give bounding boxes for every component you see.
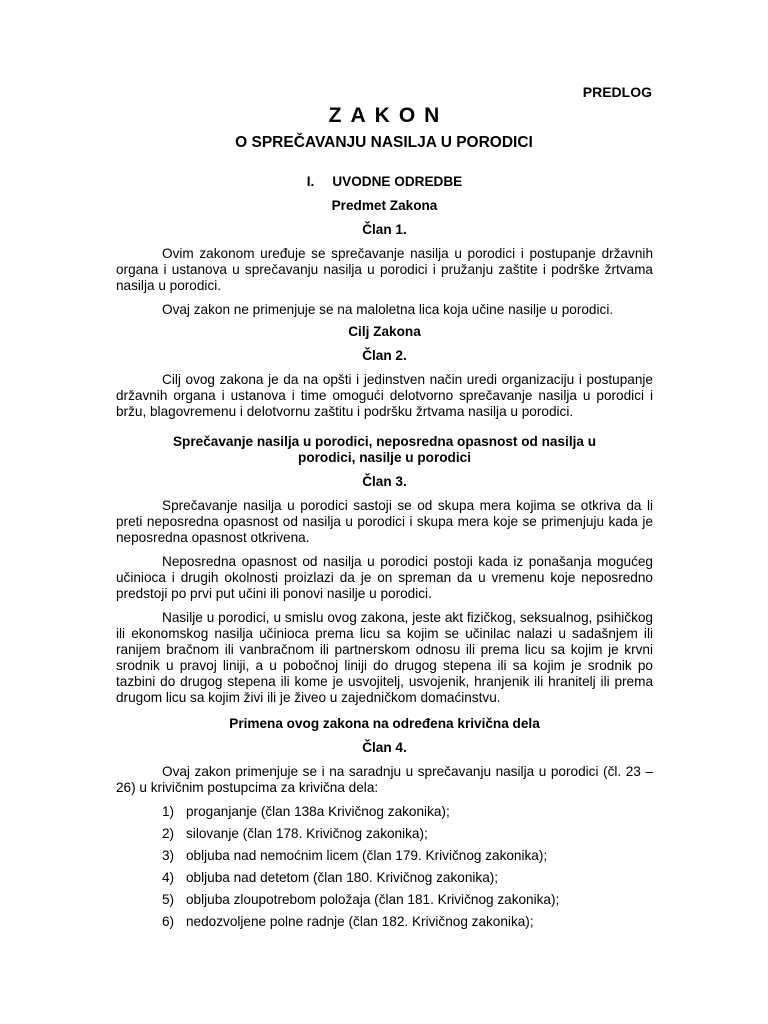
list-item-text: silovanje (član 178. Krivičnog zakonika); <box>186 826 428 841</box>
subject-heading: Predmet Zakona <box>331 198 438 213</box>
subject-heading: Primena ovog zakona na određena krivična dela <box>229 716 540 731</box>
list-item <box>116 914 653 930</box>
paragraph: Ovaj zakon ne primenjuje se na maloletna lica koja učine nasilje u porodici. <box>162 302 614 317</box>
paragraph: Sprečavanje nasilja u porodici sastoji se od skupa mera kojima se otkriva da li preti neposredna opasnost od nasilja u porodici i skupa mera koje se primenjuju kada je neposredna opasnost otkrivena. <box>116 498 653 545</box>
list-item-text: nedozvoljene polne radnje (član 182. Krivičnog zakonika); <box>186 914 534 929</box>
paragraph: Nasilje u porodici, u smislu ovog zakona, jeste akt fizičkog, seksualnog, psihičkog ili ekonomskog nasilja učinioca prema licu sa kojim se učinilac nalazi u sadašnjem ili ranijem bračnom ili vanbračnom ili partnerskom odnosu ili prema licu sa kojim je krvni srodnik u pravoj liniji, a u pobočnoj liniji do drugog stepena ili sa kojim je srodnik po tazbini do drugog stepena ili kome je usvojitelj, usvojenik, hranjenik ili hranitelj ili prema drugom licu sa kojim živi ili je živeo u zajedničkom domaćinstvu. <box>116 610 653 705</box>
list-item <box>116 892 653 908</box>
list-item-text: proganjanje (član 138a Krivičnog zakonika); <box>186 804 450 819</box>
section-title: UVODNE ODREDBE <box>332 174 463 189</box>
paragraph: Cilj ovog zakona je da na opšti i jedinstven način uredi organizaciju i postupanje državnih organa i ustanova i time omogući delotvorno sprečavanje nasilja u porodici i bržu, blagovremenu i delotvornu zaštitu i podršku žrtvama nasilja u porodici. <box>116 372 653 419</box>
list-item-number: 5) <box>162 892 175 907</box>
crime-list <box>116 804 653 930</box>
paragraph: Ovaj zakon primenjuje se i na saradnju u sprečavanju nasilja u porodici (čl. 23 – 26) u krivičnim postupcima za krivična dela: <box>116 764 653 795</box>
article-number: Član 3. <box>362 474 407 489</box>
subject-heading-line: Sprečavanje nasilja u porodici, neposredna opasnost od nasilja u <box>172 434 597 449</box>
law-subtitle: O SPREČAVANJU NASILJA U PORODICI <box>235 134 533 151</box>
list-item-text: obljuba nad detetom (član 180. Krivičnog zakonika); <box>186 870 499 885</box>
section-number: I. <box>306 174 315 189</box>
article-number: Član 1. <box>362 222 407 237</box>
draft-label: PREDLOG <box>582 84 652 100</box>
article-number: Član 2. <box>362 348 407 363</box>
list-item <box>116 870 653 886</box>
law-title: ZAKON <box>328 104 449 127</box>
paragraph: Neposredna opasnost od nasilja u porodici postoji kada iz ponašanja mogućeg učinioca i drugih okolnosti proizlazi da je on spreman da u vremenu koje neposredno predstoji po prvi put učini ili ponovi nasilje u porodici. <box>116 554 653 601</box>
document-body <box>116 174 653 936</box>
subject-heading <box>116 434 653 466</box>
subject-heading: Cilj Zakona <box>348 324 421 339</box>
list-item <box>116 804 653 820</box>
list-item-number: 6) <box>162 914 175 929</box>
section-heading <box>116 174 653 190</box>
list-item-text: obljuba nad nemoćnim licem (član 179. Krivičnog zakonika); <box>186 848 548 863</box>
list-item <box>116 826 653 842</box>
paragraph: Ovim zakonom uređuje se sprečavanje nasilja u porodici i postupanje državnih organa i ustanova u sprečavanju nasilja u porodici i pružanju zaštite i podrške žrtvama nasilja u porodici. <box>116 246 653 293</box>
list-item-number: 3) <box>162 848 175 863</box>
subject-heading-line: porodici, nasilje u porodici <box>298 450 471 465</box>
list-item-number: 1) <box>162 804 175 819</box>
list-item-text: obljuba zloupotrebom položaja (član 181. Krivičnog zakonika); <box>186 892 560 907</box>
list-item-number: 2) <box>162 826 175 841</box>
list-item-number: 4) <box>162 870 175 885</box>
list-item <box>116 848 653 864</box>
article-number: Član 4. <box>362 740 407 755</box>
